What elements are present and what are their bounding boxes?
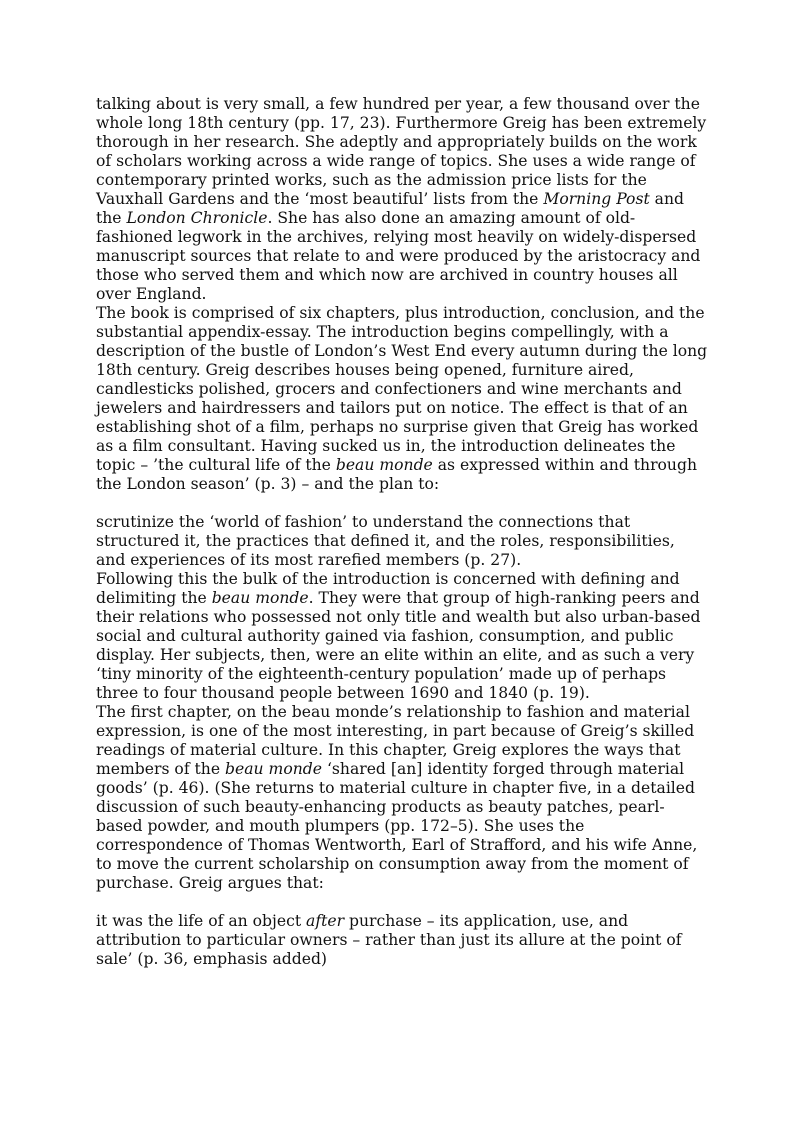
italic-title-morning-post: Morning Post — [543, 190, 650, 208]
paragraph-text: talking about is very small, a few hundred per year, a few thousand over the whole long 18th century (pp. 17, 23). Furthermore Greig has been extremely thorough in her research. She adeptly and appropriately builds on the work of scholars working across a wide range of topics. She uses a wide range of contemporary printed works, such as the admission price lists for the Vauxhall Gardens and the ‘most beautiful’ lists from the — [96, 95, 707, 208]
italic-title-london-chronicle: London Chronicle — [126, 209, 268, 227]
block-quote-plan: scrutinize the ‘world of fashion’ to understand the connections that structured it, the practices that defined it, and the roles, responsibilities, and experiences of its most rarefied members (p. 27). — [96, 513, 675, 569]
paragraph-text: Following this the bulk of the introduction is concerned with defining and delimiting the — [96, 570, 680, 607]
paragraph-definition — [96, 570, 708, 703]
paragraph-text: . They were that group of high-ranking peers and their relations who possessed not only title and wealth but also urban-based social and cultural authority gained via fashion, consumption, and public display. Her subjects, then, were an elite within an elite, and as such a very ‘tiny minority of the eighteenth-century population’ made up of perhaps three to four thousand people between 1690 and 1840 (p. 19). — [96, 589, 701, 702]
italic-emphasis-after: after — [306, 912, 345, 930]
quote-text: purchase – its application, use, and attribution to particular owners – rather than just its allure at the point of sale’ (p. 36, emphasis added) — [96, 912, 682, 968]
italic-term-beau-monde: beau monde — [335, 456, 433, 474]
paragraph-text: The book is comprised of six chapters, plus introduction, conclusion, and the substantial appendix-essay. The introduction begins compellingly, with a description of the bustle of London’s West End every autumn during the long 18th century. Greig describes houses being opened, furniture aired, candlesticks polished, grocers and confectioners and wine merchants and jewelers and hairdressers and tailors put on notice. The effect is that of an establishing shot of a film, perhaps no surprise given that Greig has worked as a film consultant. Having sucked us in, the introduction delineates the topic – ’the cultural life of the — [96, 304, 708, 474]
paragraph-text: ‘shared [an] identity forged through material goods’ (p. 46). (She returns to material culture in chapter five, in a detailed discussion of such beauty-enhancing products as beauty patches, pearl-based powder, and mouth plumpers (pp. 172–5). She uses the correspondence of Thomas Wentworth, Earl of Strafford, and his wife Anne, to move the current scholarship on consumption away from the moment of purchase. Greig argues that: — [96, 760, 698, 892]
paragraph-text: The first chapter, on the beau monde’s relationship to fashion and material expression, is one of the most interesting, in part because of Greig’s skilled readings of material culture. In this chapter, Greig explores the ways that members of the — [96, 703, 695, 778]
paragraph-gap — [96, 494, 708, 513]
paragraph-text: . She has also done an amazing amount of old-fashioned legwork in the archives, relying most heavily on widely-dispersed manuscript sources that relate to and were produced by the aristocracy and those who served them and which now are archived in country houses all over England. — [96, 209, 701, 303]
paragraph-first-chapter — [96, 703, 708, 893]
quote-text: it was the life of an object — [96, 912, 307, 930]
paragraph-text: as expressed within and through the London season’ (p. 3) – and the plan to: — [96, 456, 697, 493]
italic-term-beau-monde: beau monde — [211, 589, 309, 607]
paragraph-structure — [96, 304, 708, 494]
block-quote-greig — [96, 912, 708, 969]
paragraph-research — [96, 95, 708, 304]
paragraph-gap — [96, 893, 708, 912]
document-page — [96, 95, 708, 969]
italic-term-beau-monde: beau monde — [225, 760, 322, 778]
paragraph-text: and the — [96, 190, 684, 227]
